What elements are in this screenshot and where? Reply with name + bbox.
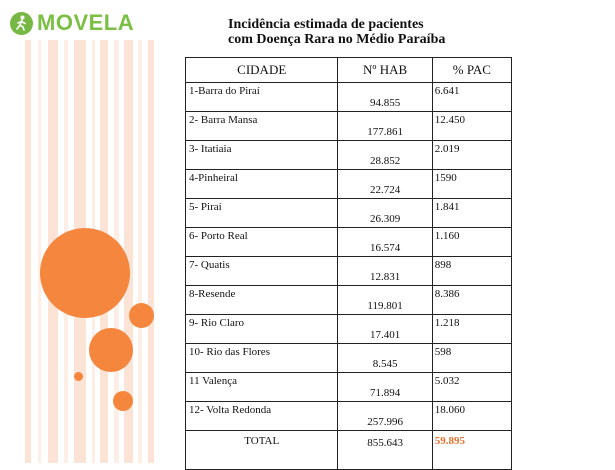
patients-cell: 898 — [432, 257, 511, 286]
city-cell: 6- Porto Real — [186, 228, 338, 257]
patients-cell: 5.032 — [432, 373, 511, 402]
table-row — [186, 170, 512, 199]
inhabitants-cell: 12.831 — [338, 257, 432, 286]
patients-cell: 2.019 — [432, 141, 511, 170]
table-row — [186, 373, 512, 402]
table-row — [186, 228, 512, 257]
inhabitants-cell: 94.855 — [338, 83, 432, 112]
city-cell: 1-Barra do Piraí — [186, 83, 338, 112]
patients-cell: 1.841 — [432, 199, 511, 228]
patients-cell: 1.160 — [432, 228, 511, 257]
table-row — [186, 344, 512, 373]
page-title — [228, 17, 478, 47]
patients-cell: 8.386 — [432, 286, 511, 315]
table-row — [186, 315, 512, 344]
decorative-circle-large — [40, 228, 130, 318]
decorative-circle-medium — [89, 328, 133, 372]
city-cell: 9- Rio Claro — [186, 315, 338, 344]
city-cell: 4-Pinheiral — [186, 170, 338, 199]
inhabitants-cell: 16.574 — [338, 228, 432, 257]
title-line-2: com Doença Rara no Médio Paraíba — [228, 32, 446, 47]
inhabitants-cell: 17.401 — [338, 315, 432, 344]
city-cell: 11 Valença — [186, 373, 338, 402]
table-header-row — [186, 58, 512, 83]
table-total-row — [186, 431, 512, 470]
inhabitants-cell: 257.996 — [338, 402, 432, 431]
header-city: CIDADE — [186, 58, 338, 83]
patients-cell: 1590 — [432, 170, 511, 199]
table-row — [186, 83, 512, 112]
table-row — [186, 257, 512, 286]
decorative-circle-small — [113, 391, 133, 411]
inhabitants-cell: 177.861 — [338, 112, 432, 141]
patients-cell: 12.450 — [432, 112, 511, 141]
inhabitants-cell: 22.724 — [338, 170, 432, 199]
patients-cell: 1.218 — [432, 315, 511, 344]
decorative-circle-small — [129, 303, 154, 328]
inhabitants-cell: 26.309 — [338, 199, 432, 228]
patients-cell: 598 — [432, 344, 511, 373]
logo-text: MOVELA — [37, 10, 135, 35]
city-cell: 3- Itatiaia — [186, 141, 338, 170]
city-cell: 7- Quatis — [186, 257, 338, 286]
city-cell: 5- Piraí — [186, 199, 338, 228]
incidence-table — [185, 57, 512, 470]
total-inhabitants: 855.643 — [338, 431, 432, 470]
patients-cell: 18.060 — [432, 402, 511, 431]
header-patients: % PAC — [432, 58, 511, 83]
inhabitants-cell: 119.801 — [338, 286, 432, 315]
inhabitants-cell: 28.852 — [338, 141, 432, 170]
table-row — [186, 402, 512, 431]
header-inhabitants: Nº HAB — [338, 58, 432, 83]
table-row — [186, 141, 512, 170]
inhabitants-cell: 71.894 — [338, 373, 432, 402]
city-cell: 12- Volta Redonda — [186, 402, 338, 431]
movela-logo — [10, 10, 134, 36]
title-line-1: Incidência estimada de pacientes — [228, 17, 424, 32]
table-row — [186, 199, 512, 228]
inhabitants-cell: 8.545 — [338, 344, 432, 373]
patients-cell: 6.641 — [432, 83, 511, 112]
walking-person-icon — [10, 12, 33, 35]
table-row — [186, 286, 512, 315]
total-label: TOTAL — [186, 431, 338, 470]
table-row — [186, 112, 512, 141]
city-cell: 2- Barra Mansa — [186, 112, 338, 141]
city-cell: 8-Resende — [186, 286, 338, 315]
decorative-circle-tiny — [74, 372, 83, 381]
city-cell: 10- Rio das Flores — [186, 344, 338, 373]
total-patients: 59.895 — [432, 431, 511, 470]
